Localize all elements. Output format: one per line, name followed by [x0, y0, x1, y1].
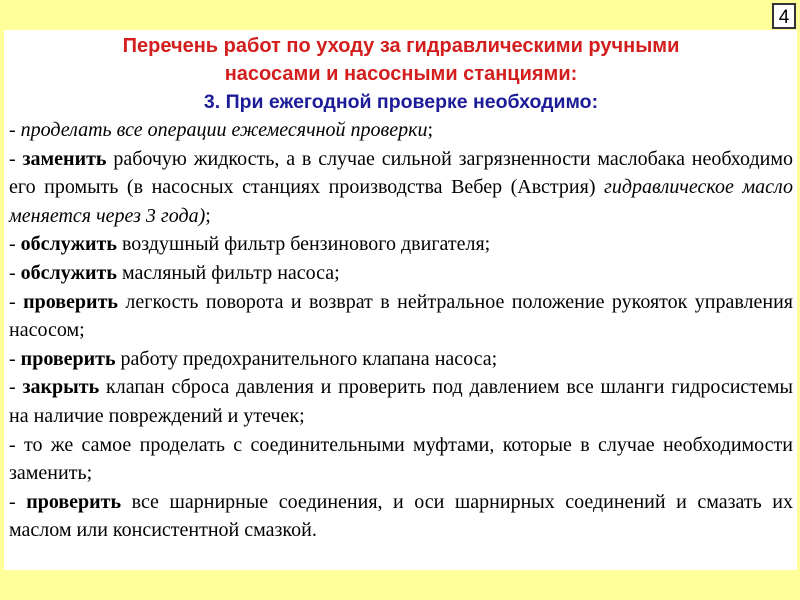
page-title: [9, 32, 793, 88]
item-italic-text: проделать все операции ежемесячной проверки: [20, 119, 428, 141]
item-dash: -: [9, 490, 27, 513]
item-text: масляный фильтр насоса;: [116, 261, 340, 284]
item-keyword: проверить: [23, 290, 118, 313]
list-item-hinges: [9, 488, 793, 545]
item-text: легкость поворота и возврат в нейтральное положение рукояток управления насосом;: [9, 290, 793, 342]
list-item-replace-fluid: [9, 145, 793, 231]
item-dash: -: [9, 376, 23, 399]
item-dash: -: [9, 147, 23, 170]
item-dash: -: [9, 433, 24, 456]
section-heading: 3. При ежегодной проверке необходимо:: [203, 91, 599, 113]
item-text: клапан сброса давления и проверить под давлением все шланги гидросистемы на наличие повреждений и утечек;: [9, 376, 793, 427]
slide-number: 4: [772, 3, 796, 29]
item-keyword: обслужить: [20, 233, 117, 256]
content-panel: [4, 30, 797, 570]
title-line-1: Перечень работ по уходу за гидравлическими ручными: [122, 35, 680, 57]
item-dash: -: [9, 233, 21, 256]
item-keyword: заменить: [22, 147, 107, 170]
list-item-hoses: [9, 373, 793, 430]
item-keyword: обслужить: [20, 261, 117, 284]
list-item-couplings: [9, 431, 793, 488]
item-keyword: проверить: [20, 347, 116, 370]
item-dash: -: [9, 290, 24, 313]
item-text: все шарнирные соединения, и оси шарнирных соединений и смазать их маслом или консистентной смазкой.: [9, 490, 793, 542]
item-end: ;: [205, 204, 211, 227]
item-dash: -: [9, 347, 21, 370]
list-item-safety-valve: [9, 345, 793, 374]
list-item-operations: [9, 116, 793, 145]
item-end: ;: [427, 119, 434, 141]
item-text: рабочую жидкость, а в случае сильной загрязненности маслобака необходимо его промыть (в насосных станциях производства Вебер (Австрия): [9, 147, 794, 199]
item-dash: -: [9, 261, 21, 284]
list-item-oil-filter: [9, 259, 793, 288]
item-dash: -: [9, 119, 21, 141]
item-keyword: закрыть: [22, 376, 100, 399]
item-keyword: проверить: [26, 490, 122, 513]
list-item-control-handles: [9, 288, 793, 345]
item-text: работу предохранительного клапана насоса;: [115, 347, 498, 370]
title-line-2: насосами и насосными станциями:: [224, 63, 578, 85]
list-item-air-filter: [9, 230, 793, 259]
item-text: воздушный фильтр бензинового двигателя;: [116, 233, 491, 256]
item-italic-text: гидравлическое масло меняется через 3 года): [9, 176, 793, 227]
item-text: то же самое проделать с соединительными муфтами, которые в случае необходимости заменить;: [9, 433, 793, 485]
